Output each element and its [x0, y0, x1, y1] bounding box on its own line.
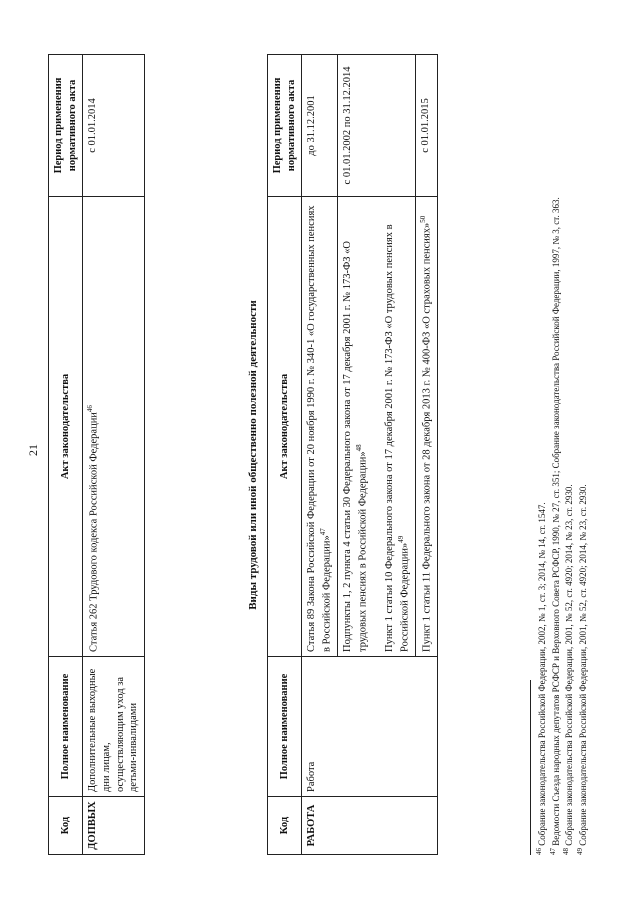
table-row — [302, 55, 338, 855]
page-number: 21 — [26, 444, 40, 456]
act-text: Пункт 1 статьи 10 Федерального закона от 17 декабря 2001 г. № 173-ФЗ «О трудовых пенсиях в Российской Федерации» — [384, 224, 411, 652]
header-code: Код — [49, 797, 83, 855]
footnote-ref: 50 — [419, 215, 428, 223]
footnotes — [530, 45, 590, 855]
cell-code: ДОПВЫХ — [83, 797, 145, 855]
cell-period: с 01.01.2002 по 31.12.2014 — [338, 55, 416, 197]
footnote — [549, 45, 563, 855]
footnote-ref: 46 — [86, 405, 95, 413]
section-title: Виды трудовой или иной общественно полезной деятельности — [247, 300, 259, 610]
footnote-text: Собрание законодательства Российской Федерации, 2001, № 52, ст. 4920; 2014, № 23, ст. 2930. — [564, 484, 575, 846]
cell-act — [338, 197, 416, 657]
footnote-number: 48 — [562, 848, 571, 855]
footnote-number: 49 — [576, 848, 585, 855]
cell-act — [302, 197, 338, 657]
header-act: Акт законодательства — [49, 197, 83, 657]
footnote-ref: 49 — [397, 535, 406, 543]
footnote-text: Собрание законодательства Российской Федерации, 2002, № 1, ст. 3; 2014, № 14, ст. 1547. — [537, 502, 547, 846]
cell-period: до 31.12.2001 — [302, 55, 338, 197]
act-text: Статья 89 Закона Российской Федерации от 20 ноября 1990 г. № 340-1 «О государственных пенсиях в Российской Федерации» — [306, 205, 333, 652]
footnote — [576, 45, 590, 855]
table-work-activities — [267, 54, 438, 855]
header-full-name: Полное наименование — [49, 657, 83, 797]
footnote — [562, 45, 576, 855]
footnote — [535, 45, 549, 855]
act-text: Подпункты 1, 2 пункта 4 статьи 30 Федерального закона от 17 декабря 2001 г. № 173-ФЗ «О трудовых пенсиях в Российской Федерации» — [342, 241, 369, 652]
header-full-name: Полное наименование — [268, 657, 302, 797]
footnote-text: Ведомости Съезда народных депутатов РСФСР и Верховного Совета РСФСР, 1990, № 27, ст. 351; Собрание законодательства Российской Федерации, 1997, № 3, ст. 363. — [550, 197, 561, 846]
footnote-number: 46 — [535, 848, 543, 855]
footnote-number: 47 — [548, 848, 557, 855]
cell-period: с 01.01.2015 — [416, 55, 438, 197]
header-period: Период применения нормативного акта — [49, 55, 83, 197]
table-header-row — [268, 55, 302, 855]
table-header-row — [49, 55, 83, 855]
footnote-text: Собрание законодательства Российской Федерации, 2001, № 52, ст. 4920; 2014, № 23, ст. 2930. — [578, 484, 589, 846]
table-row — [83, 55, 145, 855]
cell-name: Работа — [302, 657, 438, 797]
header-period: Период применения нормативного акта — [268, 55, 302, 197]
footnote-ref: 47 — [318, 528, 327, 536]
cell-code: РАБОТА — [302, 797, 438, 855]
act-text: Пункт 1 статьи 11 Федерального закона от 28 декабря 2013 г. № 400-ФЗ «О страховых пенсиях» — [421, 222, 433, 652]
header-act: Акт законодательства — [268, 197, 302, 657]
cell-name: Дополнительные выходные дни лицам, осуществляющим уход за детьми-инвалидами — [83, 657, 145, 797]
act-text: Статья 262 Трудового кодекса Российской Федерации — [88, 412, 100, 652]
footnote-ref: 48 — [354, 444, 363, 452]
footnote-divider — [530, 680, 531, 855]
table-regulations-days-off — [48, 54, 145, 855]
cell-act — [416, 197, 438, 657]
cell-act — [83, 197, 145, 657]
header-code: Код — [268, 797, 302, 855]
cell-period: с 01.01.2014 — [83, 55, 145, 197]
